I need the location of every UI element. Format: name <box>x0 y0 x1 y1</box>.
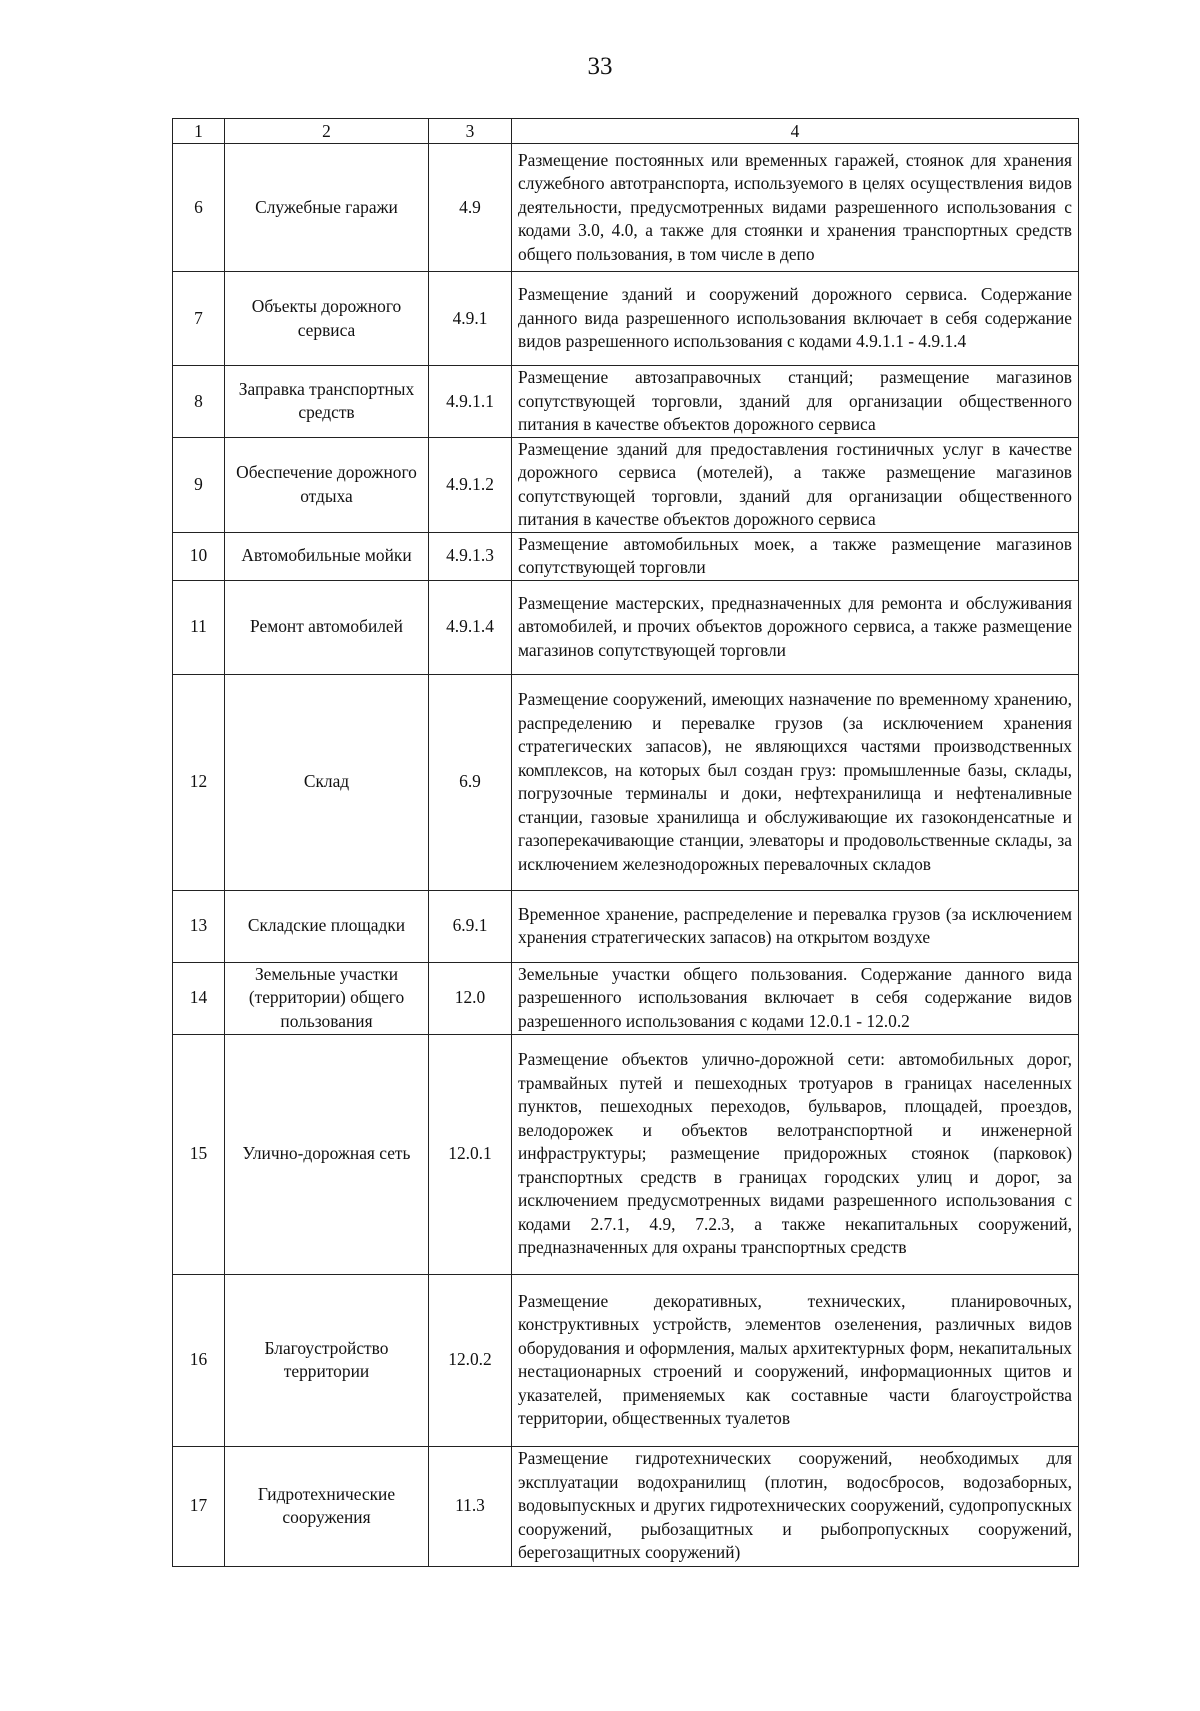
row-number: 16 <box>173 1274 225 1446</box>
use-code: 4.9.1 <box>429 272 512 366</box>
table-header-row <box>173 119 1079 144</box>
table-row <box>173 1274 1079 1446</box>
use-name: Автомобильные мойки <box>225 532 429 580</box>
use-description: Временное хранение, распределение и перевалка грузов (за исключением хранения стратегических запасов) на открытом воздухе <box>512 890 1079 962</box>
use-description: Размещение объектов улично-дорожной сети: автомобильных дорог, трамвайных путей и пешеходных тротуаров в границах населенных пунктов, пешеходных переходов, бульваров, площадей, проездов, велодорожек и объектов велотранспортной и инженерной инфраструктуры; размещение придорожных стоянок (парковок) транспортных средств в границах городских улиц и дорог, за исключением предусмотренных видами разрешенного использования с кодами 2.7.1, 4.9, 7.2.3, а также некапитальных сооружений, предназначенных для охраны транспортных средств <box>512 1034 1079 1274</box>
use-code: 11.3 <box>429 1446 512 1566</box>
use-code: 12.0.1 <box>429 1034 512 1274</box>
table-row <box>173 437 1079 532</box>
table-row <box>173 272 1079 366</box>
row-number: 8 <box>173 366 225 438</box>
table-row <box>173 1446 1079 1566</box>
page-number: 33 <box>587 53 613 80</box>
use-code: 6.9 <box>429 674 512 890</box>
use-code: 4.9.1.4 <box>429 580 512 674</box>
use-description: Размещение зданий и сооружений дорожного сервиса. Содержание данного вида разрешенного использования включает в себя содержание видов разрешенного использования с кодами 4.9.1.1 - 4.9.1.4 <box>512 272 1079 366</box>
row-number: 15 <box>173 1034 225 1274</box>
table-row <box>173 144 1079 272</box>
use-description: Размещение гидротехнических сооружений, необходимых для эксплуатации водохранилищ (плотин, водосбросов, водозаборных, водовыпускных и других гидротехнических сооружений, судопропускных сооружений, рыбозащитных и рыбопропускных сооружений, берегозащитных сооружений) <box>512 1446 1079 1566</box>
row-number: 7 <box>173 272 225 366</box>
row-number: 6 <box>173 144 225 272</box>
use-code: 4.9 <box>429 144 512 272</box>
table-row <box>173 890 1079 962</box>
use-name: Служебные гаражи <box>225 144 429 272</box>
use-name: Объекты дорожного сервиса <box>225 272 429 366</box>
row-number: 17 <box>173 1446 225 1566</box>
use-name: Улично-дорожная сеть <box>225 1034 429 1274</box>
use-name: Складские площадки <box>225 890 429 962</box>
row-number: 11 <box>173 580 225 674</box>
use-name: Заправка транспортных средств <box>225 366 429 438</box>
use-name: Ремонт автомобилей <box>225 580 429 674</box>
row-number: 12 <box>173 674 225 890</box>
column-header-number: 1 <box>173 119 225 144</box>
use-description: Размещение декоративных, технических, планировочных, конструктивных устройств, элементов озеленения, различных видов оборудования и оформления, малых архитектурных форм, некапитальных нестационарных строений и сооружений, информационных щитов и указателей, применяемых как составные части благоустройства территории, общественных туалетов <box>512 1274 1079 1446</box>
table-row <box>173 674 1079 890</box>
row-number: 10 <box>173 532 225 580</box>
use-description: Размещение зданий для предоставления гостиничных услуг в качестве дорожного сервиса (мотелей), а также размещение магазинов сопутствующей торговли, зданий для организации общественного питания в качестве объектов дорожного сервиса <box>512 437 1079 532</box>
use-code: 12.0 <box>429 962 512 1034</box>
table-row <box>173 580 1079 674</box>
table-row <box>173 366 1079 438</box>
row-number: 9 <box>173 437 225 532</box>
use-description: Размещение автозаправочных станций; размещение магазинов сопутствующей торговли, зданий для организации общественного питания в качестве объектов дорожного сервиса <box>512 366 1079 438</box>
use-name: Земельные участки (территории) общего пользования <box>225 962 429 1034</box>
column-header-code: 3 <box>429 119 512 144</box>
table-row <box>173 1034 1079 1274</box>
use-code: 6.9.1 <box>429 890 512 962</box>
use-name: Благоустройство территории <box>225 1274 429 1446</box>
use-code: 4.9.1.1 <box>429 366 512 438</box>
use-code: 4.9.1.3 <box>429 532 512 580</box>
column-header-description: 4 <box>512 119 1079 144</box>
row-number: 14 <box>173 962 225 1034</box>
table-row <box>173 962 1079 1034</box>
table-row <box>173 532 1079 580</box>
use-description: Размещение постоянных или временных гаражей, стоянок для хранения служебного автотранспорта, используемого в целях осуществления видов деятельности, предусмотренных видами разрешенного использования с кодами 3.0, 4.0, а также для стоянки и хранения транспортных средств общего пользования, в том числе в депо <box>512 144 1079 272</box>
use-code: 4.9.1.2 <box>429 437 512 532</box>
land-use-table <box>172 118 1079 1567</box>
use-description: Размещение сооружений, имеющих назначение по временному хранению, распределению и перевалке грузов (за исключением хранения стратегических запасов), не являющихся частями производственных комплексов, на которых был создан груз: промышленные базы, склады, погрузочные терминалы и доки, нефтехранилища и нефтеналивные станции, газовые хранилища и обслуживающие их газоконденсатные и газоперекачивающие станции, элеваторы и продовольственные склады, за исключением железнодорожных перевалочных складов <box>512 674 1079 890</box>
use-code: 12.0.2 <box>429 1274 512 1446</box>
use-name: Обеспечение дорожного отдыха <box>225 437 429 532</box>
use-description: Земельные участки общего пользования. Содержание данного вида разрешенного использования включает в себя содержание видов разрешенного использования с кодами 12.0.1 - 12.0.2 <box>512 962 1079 1034</box>
column-header-name: 2 <box>225 119 429 144</box>
row-number: 13 <box>173 890 225 962</box>
use-name: Склад <box>225 674 429 890</box>
use-description: Размещение автомобильных моек, а также размещение магазинов сопутствующей торговли <box>512 532 1079 580</box>
use-description: Размещение мастерских, предназначенных для ремонта и обслуживания автомобилей, и прочих объектов дорожного сервиса, а также размещение магазинов сопутствующей торговли <box>512 580 1079 674</box>
use-name: Гидротехнические сооружения <box>225 1446 429 1566</box>
